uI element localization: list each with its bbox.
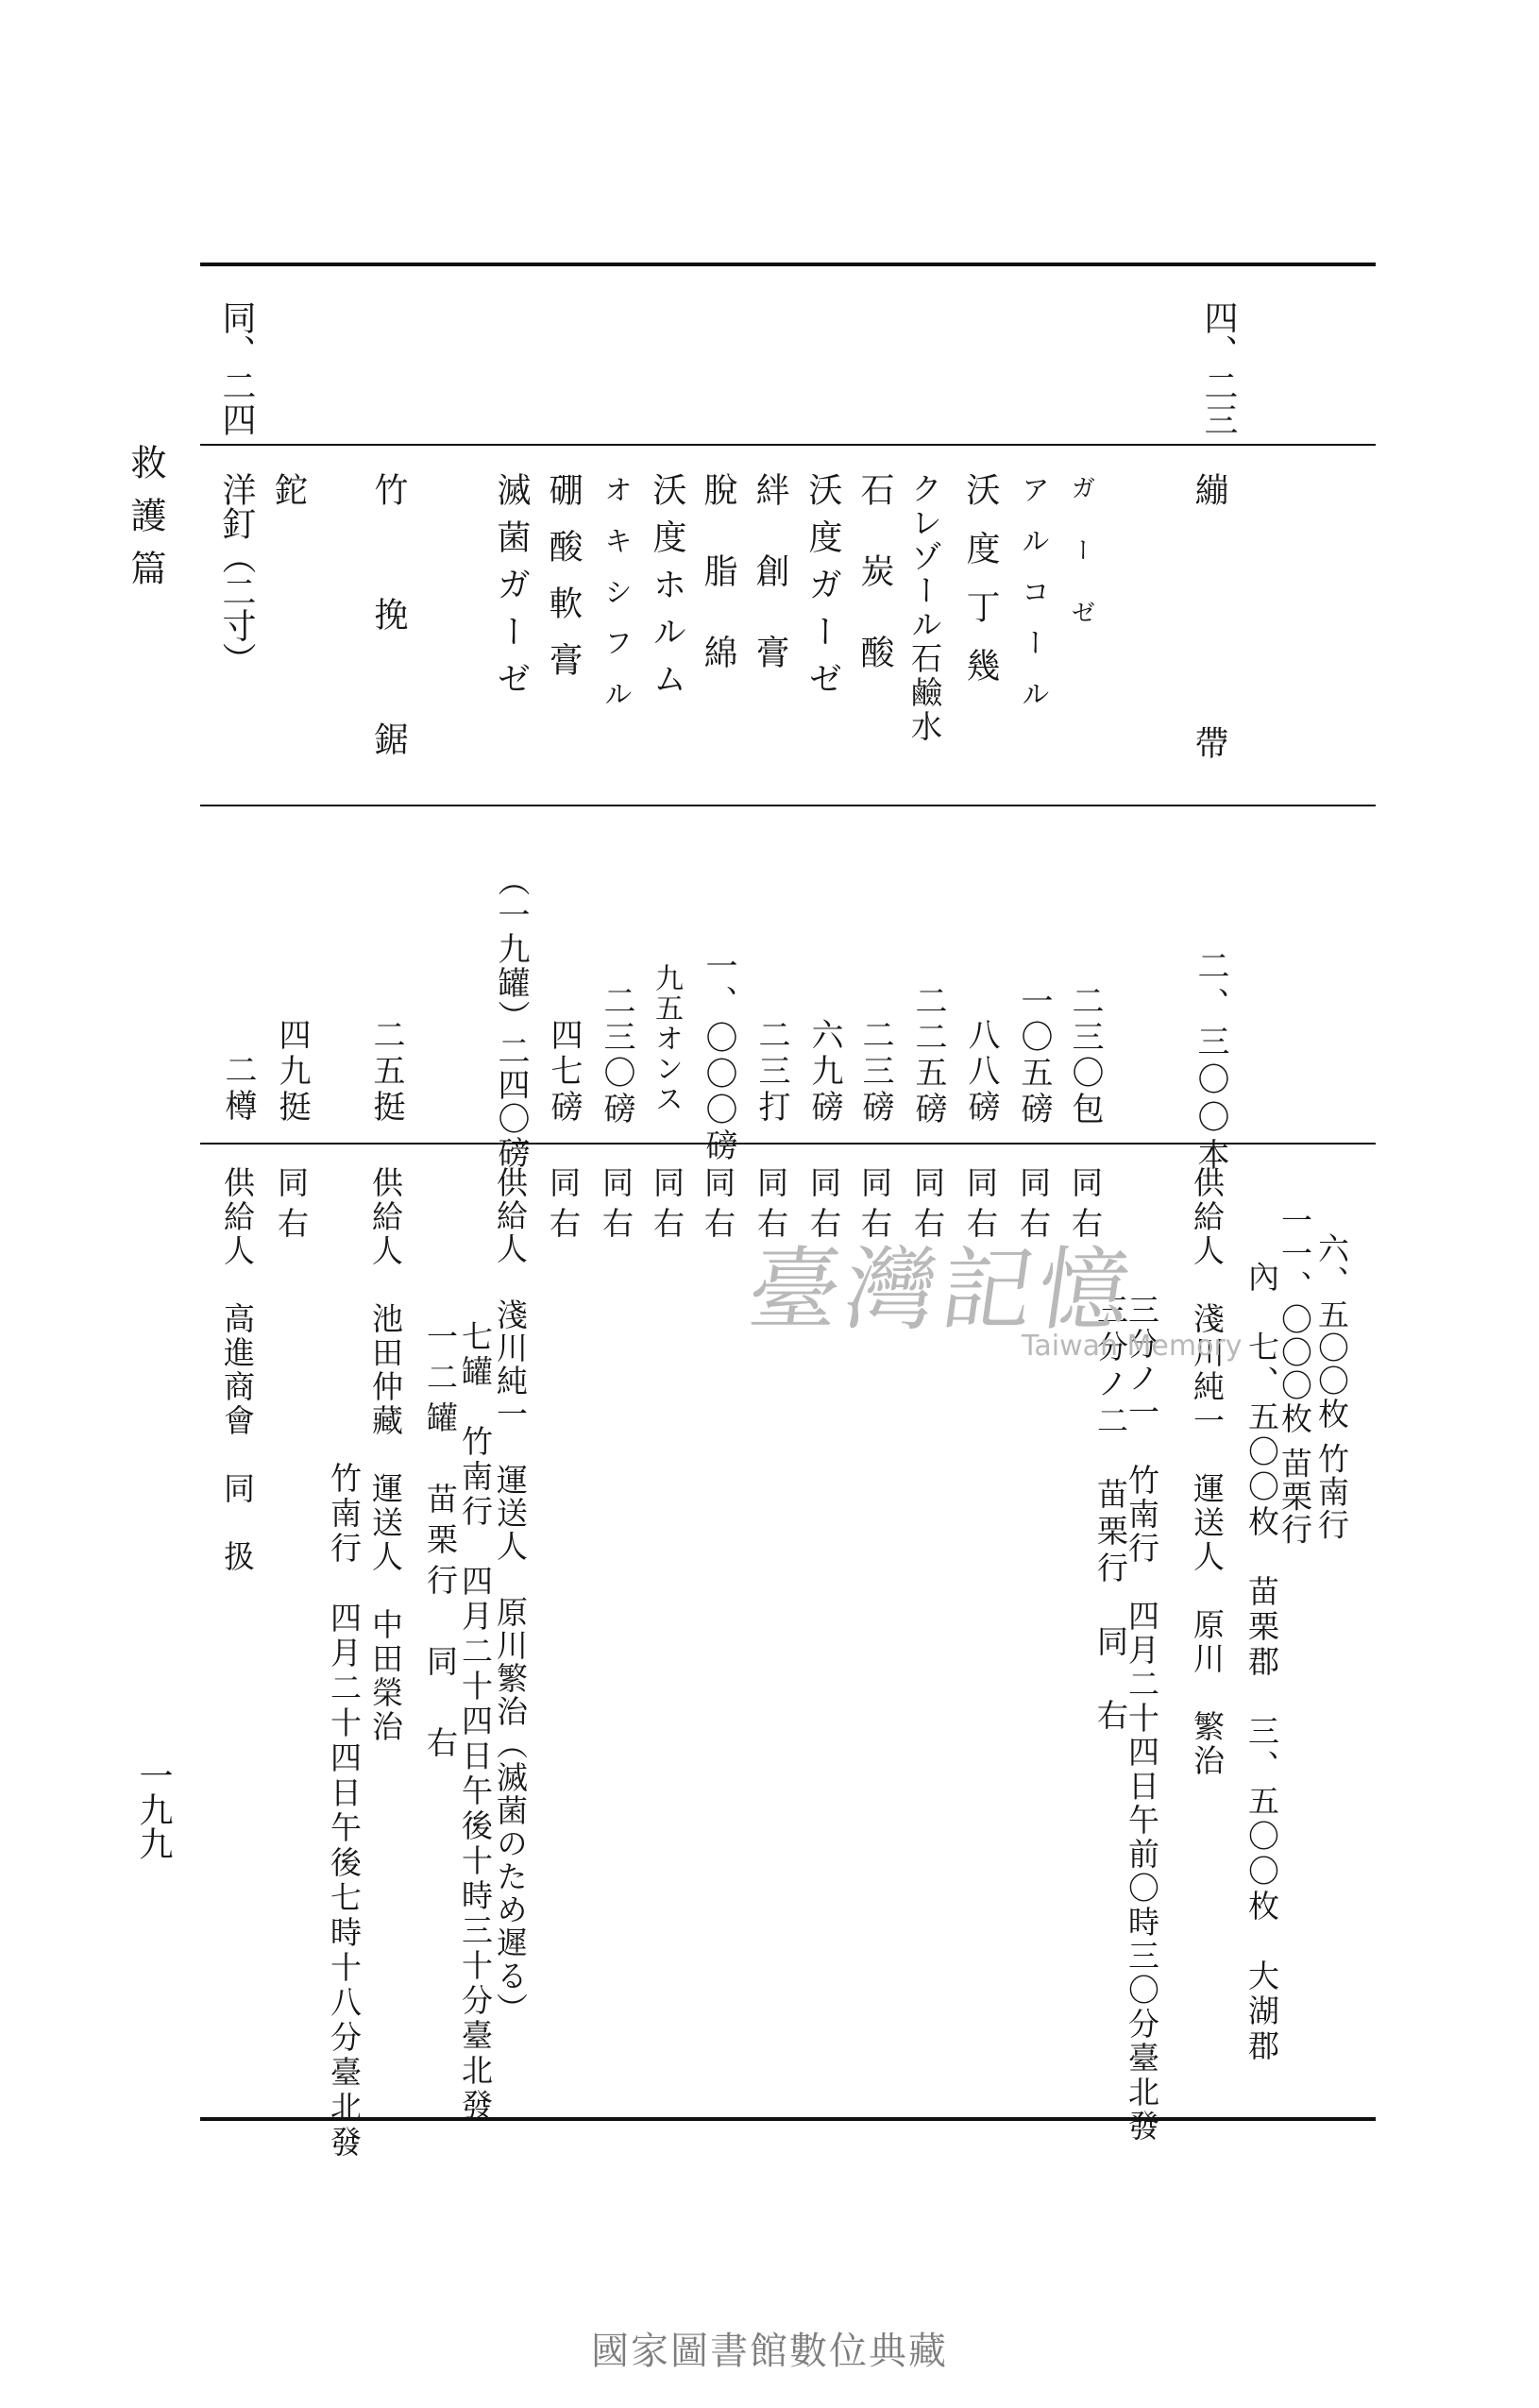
item-name: 竹挽鋸 [369,472,408,846]
watermark-subtitle: Taiwan Memory [1022,1330,1243,1363]
allocation-line: 一二罐 苗栗行 同 右 [422,1320,459,1767]
item-qty: （一九罐）二四〇磅 [492,864,530,1170]
item-note: 供給人 池田仲藏 運送人 中田榮治 [367,1166,404,1744]
item-name: 繃帶 [1190,472,1228,978]
item-name: クレゾール石鹼水 [906,472,943,744]
item-note: 同右 [545,1166,582,1247]
bottom-border [200,2117,1376,2121]
item-name: 脫脂綿 [699,472,737,716]
item-name: 沃度ホルム [648,472,686,708]
item-name: 鉈 [269,472,308,506]
item-name: ガーゼ [1067,475,1095,662]
allocation-line: 內 七、五〇〇枚 苗栗郡 三、五〇〇枚 大湖郡 [1243,1261,1280,2064]
item-name: 沃度丁幾 [961,472,1000,706]
date-entry-1: 四、二三 [1199,300,1238,436]
item-note: 同右 [598,1166,634,1247]
footer-credit: 國家圖書館數位典藏 [591,2330,948,2373]
item-qty: 六九磅 [805,1018,843,1126]
item-note: 同右 [753,1166,789,1247]
allocation-line: 三分ノ二 苗栗行 同 右 [1092,1294,1129,1736]
item-qty: 一〇五磅 [1015,984,1053,1128]
item-note: 同右 [273,1166,310,1247]
item-qty: 八八磅 [962,1018,1000,1126]
item-note: 供給人 淺川純一 運送人 原川 繁治 [1189,1166,1226,1778]
item-name: オキシフル [599,475,632,730]
item-qty: 四七磅 [545,1018,583,1126]
top-border [200,263,1376,266]
item-note: 同右 [1015,1166,1052,1247]
item-qty: 二樽 [219,1053,257,1125]
item-note: 同右 [649,1166,685,1247]
item-qty: 二二五磅 [909,984,947,1128]
running-head: 救護篇 [125,444,166,602]
watermark-logo: 臺灣記憶 [742,1237,1142,1343]
item-note: 同右 [962,1166,999,1247]
item-qty: 二三〇包 [1066,984,1104,1128]
item-qty: 九五オンス [650,963,683,1114]
item-note: 同右 [700,1166,736,1247]
item-note: 同右 [909,1166,946,1247]
item-name: 滅菌ガーゼ [492,472,531,708]
item-note: 同右 [805,1166,842,1247]
page-number: 一九九 [134,1758,173,1860]
item-name: 絆創膏 [751,472,789,716]
allocation-line: 三分ノ一 竹南行 四月二十四日午前〇時三〇分臺北發 [1124,1294,1160,2144]
item-name: アルコール [1016,475,1049,730]
item-qty: 一、〇〇〇磅 [700,949,737,1164]
item-qty: 二三磅 [856,1018,894,1126]
item-note: 同右 [856,1166,893,1247]
item-note: 同右 [1067,1166,1104,1247]
item-qty: 二三打 [753,1018,790,1126]
allocation-line: 六、五〇〇枚 竹南行 [1313,1232,1350,1542]
allocation-line: 七罐 竹南行 四月二十四日午後十時三十分臺北發 [457,1320,494,2124]
item-qty: 二三〇磅 [598,984,635,1128]
item-note: 供給人 高進商會 同 扱 [219,1166,256,1574]
dispatch-line: 竹南行 四月二十四日午後七時十八分臺北發 [326,1462,363,2161]
item-qty: 四九挺 [273,1018,311,1126]
item-name: 石炭酸 [855,472,894,716]
item-name: 沃度ガーゼ [803,472,842,708]
item-note: 供給人 淺川純一 運送人 原川繁治（滅菌のため遲る） [492,1166,529,2026]
item-name: 硼酸軟膏 [544,472,583,699]
header-divider [200,444,1376,446]
item-name: 洋釘（二寸） [217,472,256,676]
allocation-line: 一一、〇〇〇枚 苗栗行 [1277,1204,1313,1547]
date-entry-2: 同、二四 [217,300,256,436]
item-qty: 二、三〇〇本 [1192,949,1229,1176]
item-qty: 二五挺 [367,1018,405,1126]
